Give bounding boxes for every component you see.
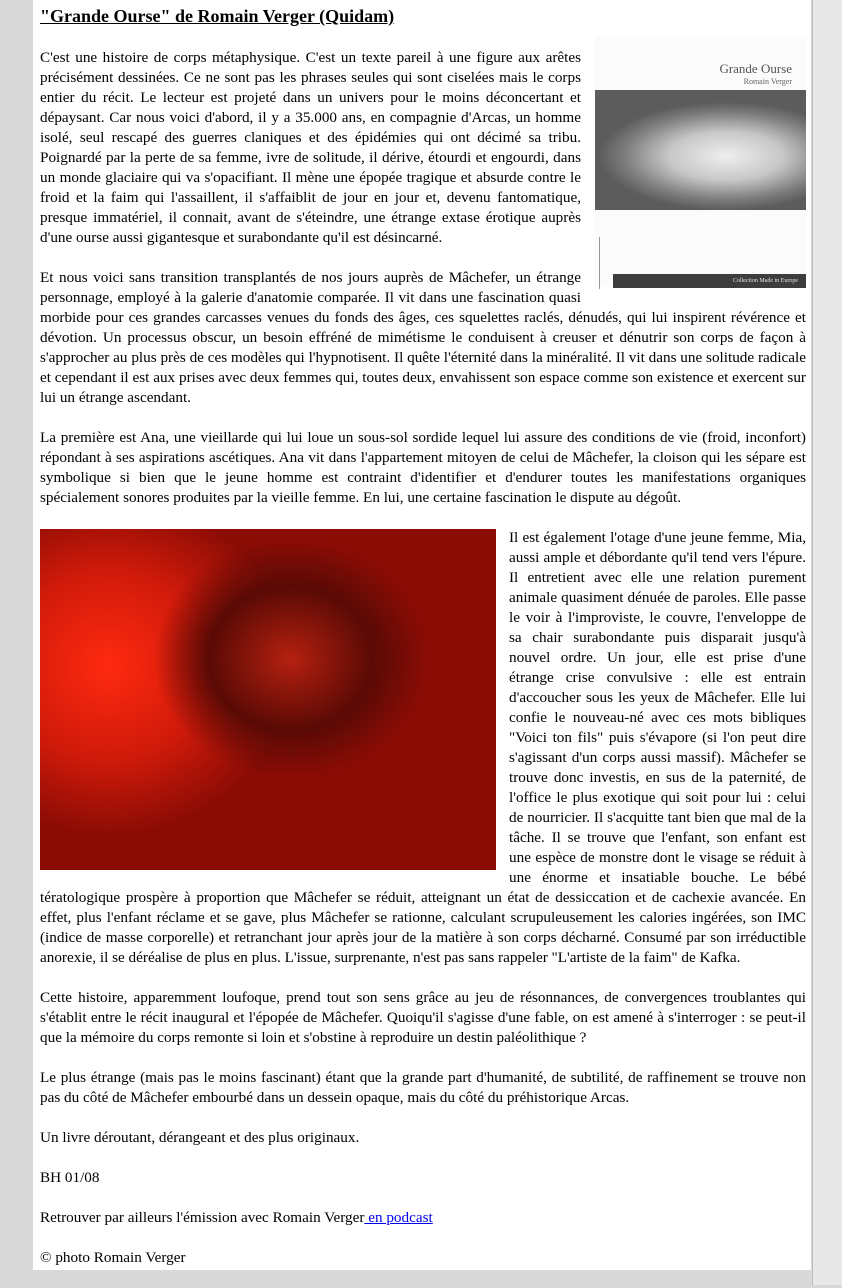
window-edge (812, 0, 842, 1285)
paragraph-6: Le plus étrange (mais pas le moins fascinant) étant que la grande part d'humanité, de subtilité, de raffinement se trouve non pas du côté de Mâchefer embourbé dans un dessein opaque, mais du côté du préhistorique Arcas. (40, 1069, 806, 1106)
podcast-line (40, 1208, 806, 1228)
article (40, 0, 806, 1288)
signature: BH 01/08 (40, 1169, 100, 1186)
book-cover-author: Romain Verger (743, 77, 792, 86)
book-cover-artwork (595, 90, 806, 210)
book-cover-image (595, 37, 806, 287)
article-title: "Grande Ourse" de Romain Verger (Quidam) (40, 6, 395, 26)
paragraph-1: C'est une histoire de corps métaphysique. C'est un texte pareil à une figure aux arêtes précisément dessinées. Ce ne sont pas les phrases seules qui sont ciselées mais le corps entier du récit. Le lecteur est projeté dans un univers pour le moins déconcertant et dépaysant. Car nous voici d'abord, il y a 35.000 ans, en compagnie d'Arcas, un homme isolé, seul rescapé des guerres claniques et des épidémies qui ont décimé sa tribu. Poignardé par la perte de sa femme, ivre de solitude, il dérive, étourdi et engourdi, dans un monde glaciaire qui va s'opacifiant. Il mène une épopée tragique et absurde contre le froid et la faim qui l'assaillent, il s'affaiblit de jour en jour et, devenu fantomatique, presque immatériel, il connait, avant de s'éteindre, une étrange extase érotique auprès d'une ourse aussi gigantesque et surabondante qu'il est désincarné. (40, 49, 581, 246)
author-photo (40, 529, 496, 870)
book-cover-spine-mark (599, 237, 607, 289)
paragraph-2: Et nous voici sans transition transplantés de nos jours auprès de Mâchefer, un étrange personnage, employé à la galerie d'anatomie comparée. Il vit dans une fascination quasi morbide pour ces grandes carcasses venues du fonds des âges, ces squelettes raclés, dénudés, qui lui inspirent révérence et dévotion. Un processus obscur, un besoin effréné de mimétisme le conduisent à creuser et dénutrir son corps de façon à s'approcher au plus près de ces modèles qui l'hypnotisent. Il quête l'éternité dans la minéralité. Il vit dans une solitude radicale et cependant il est aux prises avec deux femmes qui, toutes deux, envahissent son espace comme son existence et exercent sur lui un étrange ascendant. (40, 269, 806, 406)
book-cover-title: Grande Ourse (719, 61, 792, 76)
paragraph-7: Un livre déroutant, dérangeant et des plus originaux. (40, 1129, 360, 1146)
paragraph-5: Cette histoire, apparemment loufoque, prend tout son sens grâce au jeu de résonnances, de convergences troublantes qui s'établit entre le récit inaugural et l'épopée de Mâchefer. Quoiqu'il s'agisse d'une fable, on est amené à s'interroger : se peut-il que la mémoire du corps remonte si loin et s'obstine à reproduire un destin paléolithique ? (40, 989, 806, 1046)
page-sheet (33, 0, 811, 1270)
podcast-prefix: Retrouver par ailleurs l'émission avec Romain Verger (40, 1209, 365, 1226)
podcast-link[interactable]: en podcast (364, 1209, 433, 1226)
book-cover-collection-band: Collection Made in Europe (613, 274, 806, 288)
paragraph-3: La première est Ana, une vieillarde qui lui loue un sous-sol sordide lequel lui assure des conditions de vie (froid, inconfort) répondant à ses aspirations ascétiques. Ana vit dans l'appartement mitoyen de celui de Mâchefer, la cloison qui les sépare est symbolique si bien que le jeune homme est contraint d'identifier et d'endurer toutes les manifestations organiques spécialement sonores produites par la vieille femme. En lui, une certaine fascination le dispute au dégoût. (40, 429, 806, 506)
paragraph-4: Il est également l'otage d'une jeune femme, Mia, aussi ample et débordante qu'il tend vers l'épure. Il entretient avec elle une relation purement animale quasiment dénuée de paroles. Elle passe le voir à l'improviste, le couvre, l'enveloppe de sa chair surabondante puis disparait jusqu'à nouvel ordre. Un jour, elle est prise d'une étrange crise convulsive : elle est entrain d'accoucher sous les yeux de Mâchefer. Elle lui confie le nouveau-né avec ces mots bibliques "Voici ton fils" puis s'évapore (si l'on peut dire s'agissant d'un corps aussi massif). Mâchefer se trouve donc investis, en sus de la paternité, de l'office le plus exotique qui soit pour lui : celui de nourricier. Il s'acquitte tant bien que mal de la tâche. Il se trouve que l'enfant, son enfant est une espèce de monstre dont le visage se réduit à une énorme et insatiable bouche. Le bébé tératologique prospère à proportion que Mâchefer se réduit, atteignant un état de dessiccation et de cachexie avancée. En effet, plus l'enfant réclame et se gave, plus Mâchefer se rationne, calculant scrupuleusement les calories ingérées, son IMC (indice de masse corporelle) et retranchant jour après jour de la matière à son corps décharné. Consumé par son irréductible anorexie, il se déréalise de plus en plus. L'issue, surprenante, n'est pas sans rappeler "L'artiste de la faim" de Kafka. (40, 529, 806, 966)
photo-credit: © photo Romain Verger (40, 1249, 186, 1266)
